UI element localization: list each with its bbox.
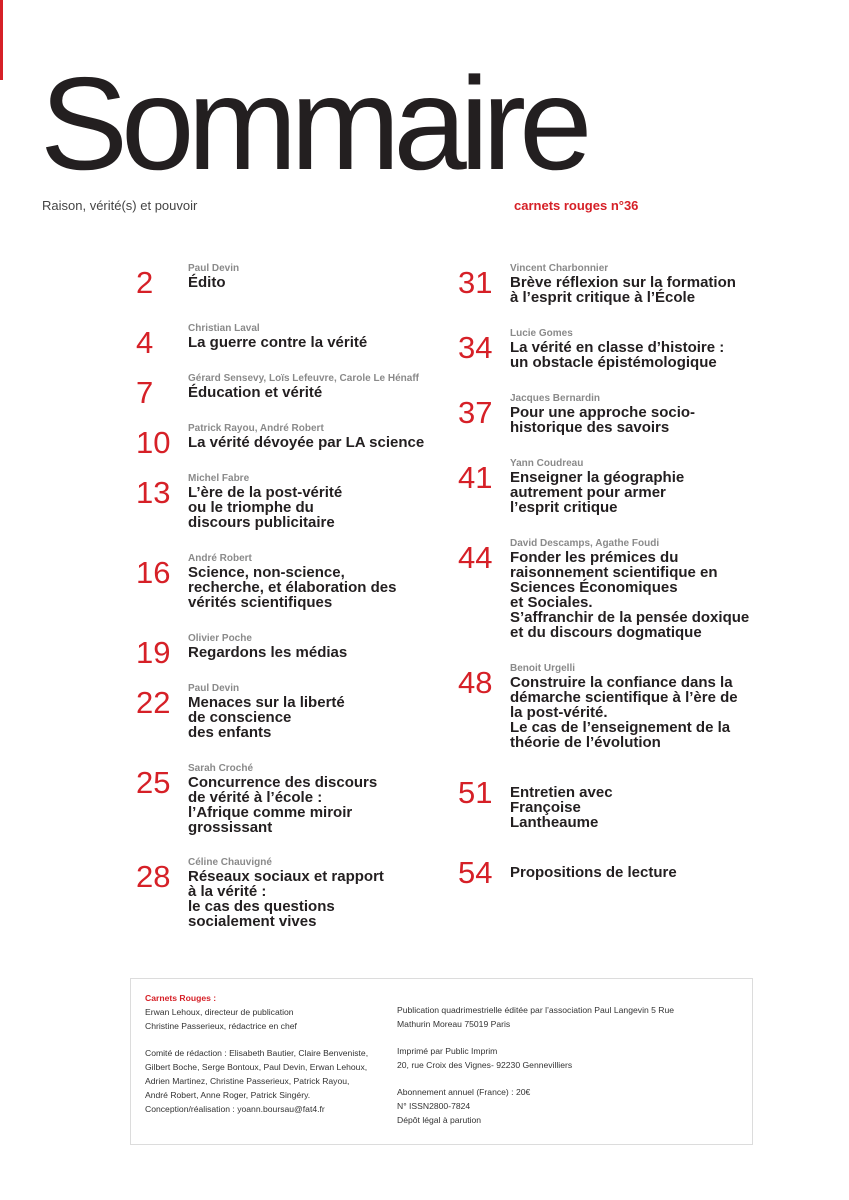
toc-entry[interactable] <box>136 263 446 300</box>
toc-entry[interactable] <box>136 373 446 410</box>
toc-title: Regardons les médias <box>188 644 348 661</box>
toc-author: André Robert <box>188 553 252 564</box>
colophon-editor: Christine Passerieux, rédactrice en chef <box>145 1021 297 1031</box>
toc-author: Christian Laval <box>188 323 260 334</box>
toc-author: Benoit Urgelli <box>510 663 576 674</box>
toc-entry[interactable] <box>136 553 446 610</box>
toc-title: Pour une approche socio- historique des savoirs <box>510 404 696 436</box>
toc-title: La vérité en classe d’histoire : un obstacle épistémologique <box>510 339 725 371</box>
toc-title: Éducation et vérité <box>188 384 323 401</box>
toc-title: Enseigner la géographie autrement pour armer l’esprit critique <box>510 469 685 516</box>
toc-page-number: 25 <box>136 765 171 800</box>
colophon-legal: Dépôt légal à parution <box>397 1115 482 1125</box>
colophon-box <box>130 978 753 1145</box>
toc-entry[interactable] <box>136 473 446 530</box>
toc-title: Menaces sur la liberté de conscience des enfants <box>188 694 345 741</box>
toc-author: Gérard Sensevy, Loïs Lefeuvre, Carole Le Hénaff <box>188 373 420 384</box>
toc-entry[interactable] <box>136 633 446 670</box>
colophon-committee-line: Adrien Martinez, Christine Passerieux, Patrick Rayou, <box>145 1076 350 1086</box>
toc-author: David Descamps, Agathe Foudi <box>510 538 660 549</box>
toc-page-number: 28 <box>136 859 171 894</box>
colophon-printer-line: 20, rue Croix des Vignes- 92230 Gennevilliers <box>397 1060 573 1070</box>
colophon-issn: N° ISSN2800-7824 <box>397 1101 471 1111</box>
toc-entry[interactable] <box>458 773 788 830</box>
colophon-publication-line: Mathurin Moreau 75019 Paris <box>397 1019 511 1029</box>
toc-title: Entretien avec Françoise Lantheaume <box>510 784 613 831</box>
toc-entry[interactable] <box>458 328 788 370</box>
toc-author: Lucie Gomes <box>510 328 573 339</box>
toc-page-number: 22 <box>136 685 171 720</box>
toc-page-number: 19 <box>136 635 171 670</box>
toc-entry[interactable] <box>458 538 788 640</box>
toc-entry[interactable] <box>136 423 446 460</box>
colophon-design: Conception/réalisation : yoann.boursau@fat4.fr <box>145 1104 325 1114</box>
toc-title: Fonder les prémices du raisonnement scientifique en Sciences Économiques et Sociales. S’affranchir de la pensée doxique et du discours dogmatique <box>510 549 750 641</box>
toc-author: Paul Devin <box>188 263 240 274</box>
toc-entry[interactable] <box>458 263 788 305</box>
toc-title: Science, non-science, recherche, et élaboration des vérités scientifiques <box>188 564 397 611</box>
toc-title: Brève réflexion sur la formation à l’esprit critique à l’École <box>510 274 736 306</box>
toc-author: Yann Coudreau <box>510 458 584 469</box>
toc-title: Construire la confiance dans la démarche scientifique à l’ère de la post-vérité. Le cas de l’enseignement de la théorie de l’évolution <box>510 674 738 751</box>
toc-entry[interactable] <box>458 393 788 435</box>
toc-page-number: 54 <box>458 855 493 890</box>
toc-entry[interactable] <box>458 663 788 750</box>
colophon-committee-line: Comité de rédaction : Elisabeth Bautier, Claire Benveniste, <box>145 1048 369 1058</box>
toc-page-number: 2 <box>136 265 154 300</box>
toc-author: Paul Devin <box>188 683 240 694</box>
toc-page-number: 34 <box>458 330 493 365</box>
colophon-committee-line: André Robert, Anne Roger, Patrick Singéry. <box>145 1090 311 1100</box>
toc-page-number: 7 <box>136 375 154 410</box>
toc-page-number: 4 <box>136 325 154 360</box>
toc-author: Michel Fabre <box>188 473 250 484</box>
toc-author: Sarah Croché <box>188 763 254 774</box>
colophon-brand: Carnets Rouges : <box>145 993 217 1003</box>
toc-title: Réseaux sociaux et rapport à la vérité : le cas des questions socialement vives <box>188 868 384 930</box>
toc-page-number: 16 <box>136 555 171 590</box>
toc-entry[interactable] <box>136 857 446 929</box>
toc-title: Propositions de lecture <box>510 864 677 881</box>
toc-title: La guerre contre la vérité <box>188 334 368 351</box>
toc-page-number: 13 <box>136 475 171 510</box>
colophon-right <box>397 1003 697 1127</box>
toc-title: L’ère de la post-vérité ou le triomphe du discours publicitaire <box>188 484 343 531</box>
page-title: Sommaire <box>40 50 586 197</box>
colophon-subscription: Abonnement annuel (France) : 20€ <box>397 1087 531 1097</box>
toc-author: Olivier Poche <box>188 633 252 644</box>
issue-label: carnets rouges n°36 <box>514 198 639 213</box>
colophon-publication-line: Publication quadrimestrielle éditée par l’association Paul Langevin 5 Rue <box>397 1005 675 1015</box>
colophon-left <box>145 991 395 1116</box>
toc-entry[interactable] <box>458 853 788 890</box>
toc-title: Concurrence des discours de vérité à l’école : l’Afrique comme miroir grossissant <box>188 774 378 836</box>
toc-entry[interactable] <box>136 683 446 740</box>
toc-entry[interactable] <box>136 323 446 360</box>
toc-page-number: 37 <box>458 395 493 430</box>
toc-title: La vérité dévoyée par LA science <box>188 434 425 451</box>
toc-author: Céline Chauvigné <box>188 857 272 868</box>
toc-entry[interactable] <box>458 458 788 515</box>
colophon-director: Erwan Lehoux, directeur de publication <box>145 1007 294 1017</box>
page-subtitle: Raison, vérité(s) et pouvoir <box>42 198 198 213</box>
colophon-printer-line: Imprimé par Public Imprim <box>397 1046 498 1056</box>
toc-author: Jacques Bernardin <box>510 393 601 404</box>
toc-page-number: 44 <box>458 540 493 575</box>
toc-title: Édito <box>188 274 226 291</box>
toc-author: Patrick Rayou, André Robert <box>188 423 324 434</box>
edge-accent-mark <box>0 0 3 80</box>
toc-page-number: 41 <box>458 460 493 495</box>
toc-entry[interactable] <box>136 763 446 835</box>
colophon-committee-line: Gilbert Boche, Serge Bontoux, Paul Devin, Erwan Lehoux, <box>145 1062 368 1072</box>
toc-page-number: 31 <box>458 265 493 300</box>
toc-page-number: 51 <box>458 775 493 810</box>
toc-page-number: 10 <box>136 425 171 460</box>
toc-page-number: 48 <box>458 665 493 700</box>
toc-author: Vincent Charbonnier <box>510 263 609 274</box>
